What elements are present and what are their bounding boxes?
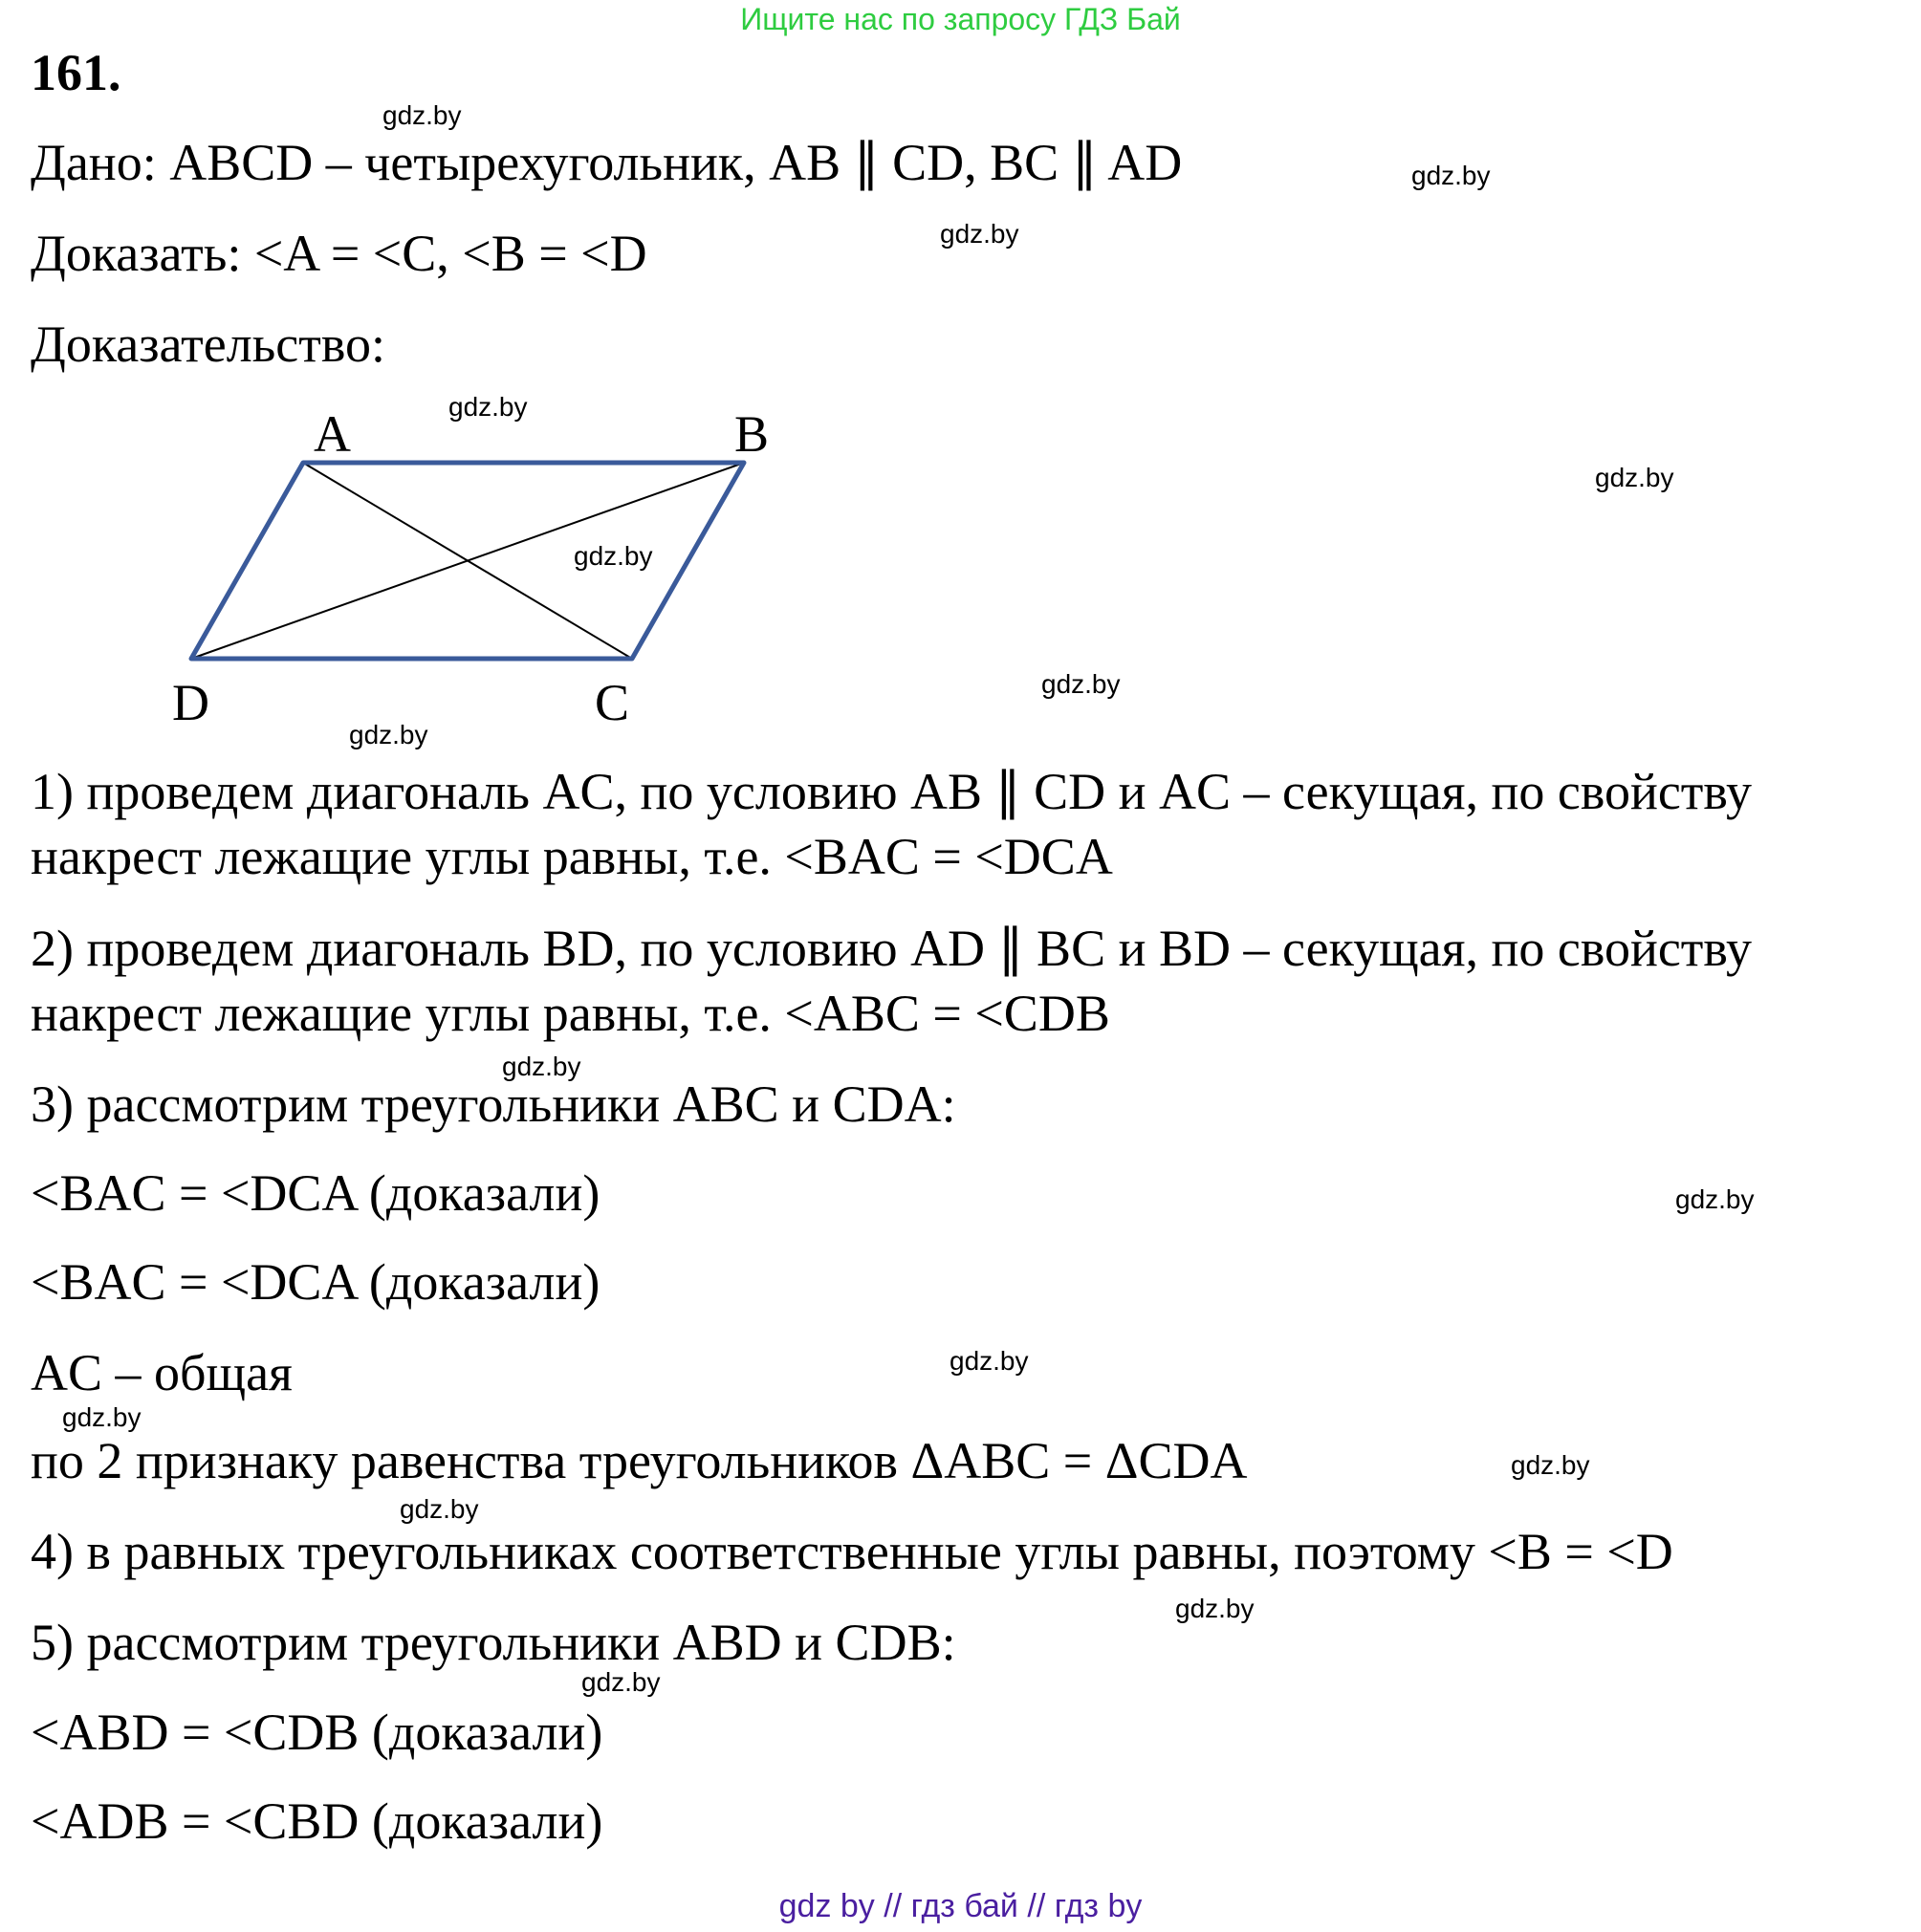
watermark: gdz.by: [400, 1494, 479, 1524]
watermark: gdz.by: [502, 1052, 581, 1081]
problem-number: 161.: [31, 44, 121, 101]
step-5-angle-2: <ADB = <CBD (доказали): [31, 1792, 603, 1850]
watermark: gdz.by: [1595, 463, 1674, 492]
step-1-line-2: накрест лежащие углы равны, т.е. <BAC = <DCA: [31, 828, 1113, 885]
given-text: Дано: ABCD – четырехугольник, AB ∥ CD, BC ∥ AD: [31, 134, 1183, 191]
watermark: gdz.by: [1411, 161, 1491, 190]
step-5-line: 5) рассмотрим треугольники ABD и CDB:: [31, 1614, 956, 1671]
step-2-line-1: 2) проведем диагональ BD, по условию AD ∥ BC и BD – секущая, по свойству: [31, 920, 1753, 977]
step-4-line: 4) в равных треугольниках соответственные углы равны, поэтому <B = <D: [31, 1523, 1673, 1580]
prove-text: Доказать: <A = <C, <B = <D: [31, 225, 647, 282]
vertex-label-c: C: [595, 674, 630, 731]
watermark: gdz.by: [349, 720, 428, 749]
watermark: gdz.by: [940, 219, 1019, 249]
watermark: gdz.by: [1175, 1594, 1255, 1623]
footer-links: gdz by // гдз бай // гдз by: [778, 1888, 1143, 1924]
step-1-line-1: 1) проведем диагональ AC, по условию AB ∥ CD и AC – секущая, по свойству: [31, 763, 1753, 820]
parallelogram-diagram: [0, 402, 861, 746]
vertex-label-d: D: [172, 674, 209, 731]
vertex-label-a: A: [314, 405, 351, 463]
step-3-angle-2: <BAC = <DCA (доказали): [31, 1253, 600, 1311]
step-2-line-2: накрест лежащие углы равны, т.е. <ABC = <CDB: [31, 985, 1110, 1042]
watermark: gdz.by: [448, 392, 528, 422]
step-3-conclusion: по 2 признаку равенства треугольников ΔABC = ΔCDA: [31, 1432, 1248, 1489]
vertex-label-b: B: [734, 405, 770, 463]
watermark: gdz.by: [1041, 669, 1121, 699]
watermark: gdz.by: [1675, 1184, 1755, 1214]
watermark: gdz.by: [574, 541, 653, 571]
watermark: gdz.by: [382, 100, 462, 130]
step-3-line: 3) рассмотрим треугольники ABC и CDA:: [31, 1075, 956, 1133]
step-5-angle-1: <ABD = <CDB (доказали): [31, 1704, 603, 1761]
proof-label: Доказательство:: [31, 315, 385, 373]
watermark: gdz.by: [62, 1402, 142, 1432]
watermark: gdz.by: [950, 1346, 1029, 1376]
diagonal-bd: [191, 463, 744, 659]
watermark: gdz.by: [581, 1667, 661, 1697]
step-3-angle-1: <BAC = <DCA (доказали): [31, 1164, 600, 1222]
step-3-common-side: AC – общая: [31, 1344, 293, 1401]
watermark: gdz.by: [1511, 1450, 1590, 1480]
top-banner: Ищите нас по запросу ГДЗ Бай: [740, 2, 1181, 36]
